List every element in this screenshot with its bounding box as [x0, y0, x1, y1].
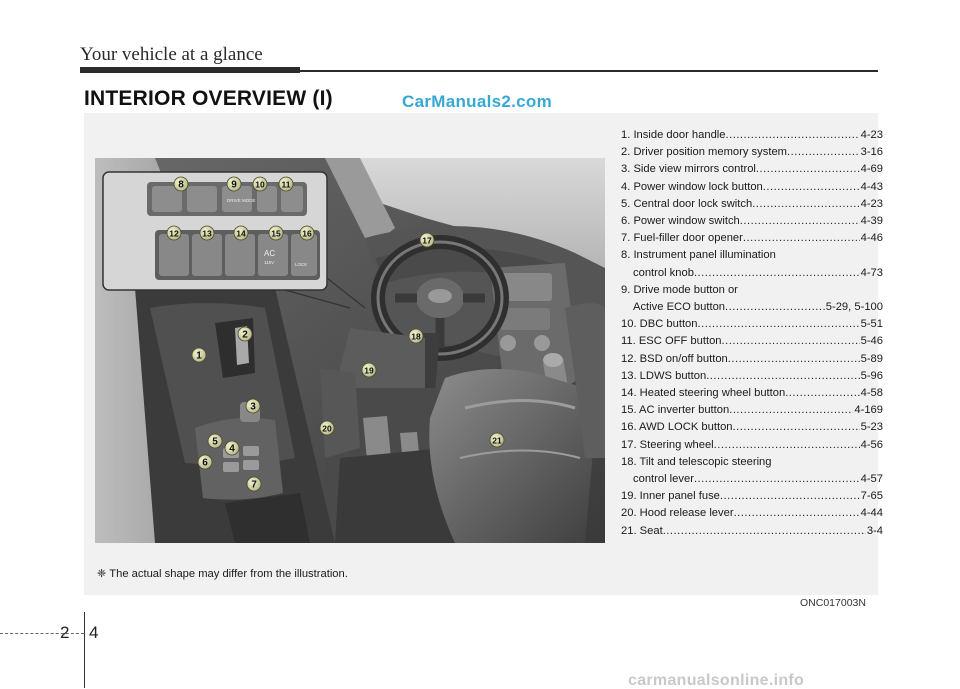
- interior-illustration: [95, 158, 605, 543]
- callout-number: 21: [492, 435, 502, 446]
- index-entry-line: [621, 161, 883, 178]
- index-entry-page: 4-46: [860, 232, 883, 245]
- index-dot-leader: [787, 144, 860, 161]
- index-entry-line: [621, 179, 883, 196]
- index-entry-line: [621, 437, 883, 454]
- index-entry-label: 11. ESC OFF button: [621, 335, 722, 348]
- index-entry-page: 4-39: [860, 215, 883, 228]
- callout-badge: [200, 226, 214, 240]
- index-entry-page: 4-58: [860, 387, 883, 400]
- index-entry-line: [621, 505, 883, 522]
- index-entry-label: 20. Hood release lever: [621, 507, 734, 520]
- index-dot-leader: [785, 385, 859, 402]
- callout-number: 6: [202, 457, 208, 469]
- callout-badge: [253, 177, 267, 191]
- callout-number: 3: [250, 401, 256, 413]
- callout-badge: [198, 455, 212, 469]
- index-entry-label: 14. Heated steering wheel button: [621, 387, 786, 400]
- callout-badge: [174, 177, 188, 191]
- callout-badge: [269, 226, 283, 240]
- callout-number: 15: [271, 228, 281, 239]
- callout-number: 11: [281, 179, 291, 190]
- callout-badge: [420, 233, 434, 247]
- callout-badge: [320, 421, 334, 435]
- index-dot-leader: [714, 437, 860, 454]
- index-entry-line: [621, 488, 883, 505]
- callout-number: 14: [236, 228, 246, 239]
- component-index-list: [621, 127, 883, 540]
- index-dot-leader: [743, 230, 860, 247]
- index-entry-line: [621, 299, 883, 316]
- index-entry-page: 4-57: [860, 473, 883, 486]
- index-entry-label: control lever: [633, 473, 694, 486]
- index-dot-leader: [740, 213, 860, 230]
- index-dot-leader: [763, 179, 860, 196]
- index-entry-line: [621, 385, 883, 402]
- index-dot-leader: [726, 127, 860, 144]
- index-entry-label: 7. Fuel-filler door opener: [621, 232, 743, 245]
- index-entry-label: 10. DBC button: [621, 318, 698, 331]
- callout-number: 12: [169, 228, 179, 239]
- index-dot-leader: [756, 161, 860, 178]
- callout-badge: [246, 399, 260, 413]
- callout-number: 5: [212, 436, 218, 448]
- page-section-number: 2: [60, 623, 70, 642]
- index-entry-label: 17. Steering wheel: [621, 438, 714, 451]
- index-entry-label: 16. AWD LOCK button: [621, 421, 733, 434]
- index-entry-page: 4-56: [860, 438, 883, 451]
- index-entry-label: 8. Instrument panel illumination: [621, 249, 776, 262]
- callout-number: 16: [302, 228, 312, 239]
- watermark-top: CarManuals2.com: [402, 92, 552, 111]
- callout-badge: [225, 441, 239, 455]
- index-dot-leader: [722, 333, 860, 350]
- index-entry-line: [621, 523, 883, 540]
- index-entry-page: 5-89: [860, 352, 883, 365]
- index-entry-page: 3-16: [860, 146, 883, 159]
- section-title: INTERIOR OVERVIEW (I): [84, 87, 333, 110]
- index-dot-leader: [663, 523, 866, 540]
- index-entry-label: 6. Power window switch: [621, 215, 740, 228]
- watermark-bottom: carmanualsonline.info: [628, 672, 805, 689]
- index-entry-page: 4-44: [860, 507, 883, 520]
- header-rule-thick: [80, 67, 300, 73]
- callout-badge: [238, 327, 252, 341]
- index-entry-label: 5. Central door lock switch: [621, 197, 753, 210]
- drive-mode-switch-label: DRIVE MODE: [227, 198, 256, 203]
- footer-divider: [84, 612, 85, 688]
- page-number: 4: [89, 623, 99, 642]
- index-entry-page: 5-51: [860, 318, 883, 331]
- index-entry-label: 18. Tilt and telescopic steering: [621, 455, 772, 468]
- callout-number: 2: [242, 329, 248, 341]
- index-dot-leader: [734, 505, 860, 522]
- callout-number: 18: [411, 331, 421, 342]
- index-entry-page: 5-96: [860, 369, 883, 382]
- awd-lock-switch-label: LOCK: [295, 262, 308, 267]
- callout-badge: [192, 348, 206, 362]
- index-entry-page: 7-65: [860, 490, 883, 503]
- index-entry-line: [621, 196, 883, 213]
- index-dot-leader: [733, 419, 860, 436]
- index-entry-line: [621, 316, 883, 333]
- callout-number: 19: [364, 365, 374, 376]
- index-entry-label: control knob: [633, 266, 694, 279]
- index-entry-line: [621, 368, 883, 385]
- index-entry-page: 3-4: [866, 524, 883, 537]
- callout-badge: [362, 363, 376, 377]
- callout-badge: [247, 477, 261, 491]
- index-entry-label: 19. Inner panel fuse: [621, 490, 720, 503]
- index-entry-line: [621, 419, 883, 436]
- index-entry-label: 12. BSD on/off button: [621, 352, 728, 365]
- index-entry-line: [621, 333, 883, 350]
- index-entry-page: 4-43: [860, 180, 883, 193]
- index-entry-line: [621, 144, 883, 161]
- index-entry-label: 1. Inside door handle: [621, 129, 726, 141]
- index-entry-line: [621, 247, 883, 264]
- index-entry-line: [621, 230, 883, 247]
- callout-number: 4: [229, 443, 235, 455]
- callout-number: 10: [255, 179, 265, 190]
- index-entry-label: 13. LDWS button: [621, 369, 707, 382]
- callout-number: 13: [202, 228, 212, 239]
- callout-number: 8: [178, 179, 184, 191]
- index-dot-leader: [694, 265, 860, 282]
- index-entry-page: 5-46: [860, 335, 883, 348]
- running-header-title: Your vehicle at a glance: [80, 44, 263, 65]
- ac-inverter-switch-label: AC: [264, 249, 276, 258]
- index-entry-label: 3. Side view mirrors control: [621, 163, 756, 176]
- index-entry-page: 4-23: [860, 197, 883, 210]
- index-entry-label: 15. AC inverter button: [621, 404, 730, 417]
- callout-badge: [208, 434, 222, 448]
- index-dot-leader: [720, 488, 860, 505]
- footer-dashed-rule: [0, 633, 84, 634]
- index-entry-line: [621, 265, 883, 282]
- index-entry-label: 4. Power window lock button: [621, 180, 763, 193]
- index-entry-line: [621, 454, 883, 471]
- callout-number: 1: [196, 350, 202, 362]
- callout-badge: [490, 433, 504, 447]
- figure-code: ONC017003N: [800, 597, 866, 609]
- index-entry-label: 2. Driver position memory system: [621, 146, 787, 159]
- index-entry-page: 4-73: [860, 266, 883, 279]
- header-rule-thin: [300, 70, 878, 72]
- index-entry-page: 4-69: [860, 163, 883, 176]
- index-entry-line: [621, 127, 883, 144]
- index-dot-leader: [728, 351, 860, 368]
- callout-badge: [300, 226, 314, 240]
- illustration-note: ❈ The actual shape may differ from the illustration.: [97, 568, 348, 580]
- index-entry-line: [621, 402, 883, 419]
- index-entry-page: 5-23: [860, 421, 883, 434]
- ac-voltage-switch-label: 115V: [264, 260, 275, 265]
- index-entry-page: 5-29, 5-100: [825, 301, 883, 314]
- index-dot-leader: [694, 471, 860, 488]
- index-dot-leader: [725, 299, 825, 316]
- callout-badge: [279, 177, 293, 191]
- index-entry-label: Active ECO button: [633, 301, 726, 314]
- callout-badge: [167, 226, 181, 240]
- index-entry-label: 21. Seat: [621, 524, 663, 537]
- index-entry-line: [621, 282, 883, 299]
- callout-badge: [409, 329, 423, 343]
- index-entry-label: 9. Drive mode button or: [621, 283, 738, 296]
- index-entry-line: [621, 213, 883, 230]
- index-entry-page: 4-23: [860, 129, 883, 141]
- callout-number: 17: [422, 235, 432, 246]
- callout-badge: [227, 177, 241, 191]
- index-entry-page: 4-169: [854, 404, 883, 417]
- index-dot-leader: [729, 402, 853, 419]
- index-dot-leader: [698, 316, 860, 333]
- callout-number: 7: [251, 479, 257, 491]
- callout-number: 20: [322, 423, 332, 434]
- callout-badge: [234, 226, 248, 240]
- index-entry-line: [621, 351, 883, 368]
- index-dot-leader: [706, 368, 859, 385]
- index-entry-line: [621, 471, 883, 488]
- callout-number: 9: [231, 179, 237, 191]
- index-dot-leader: [752, 196, 859, 213]
